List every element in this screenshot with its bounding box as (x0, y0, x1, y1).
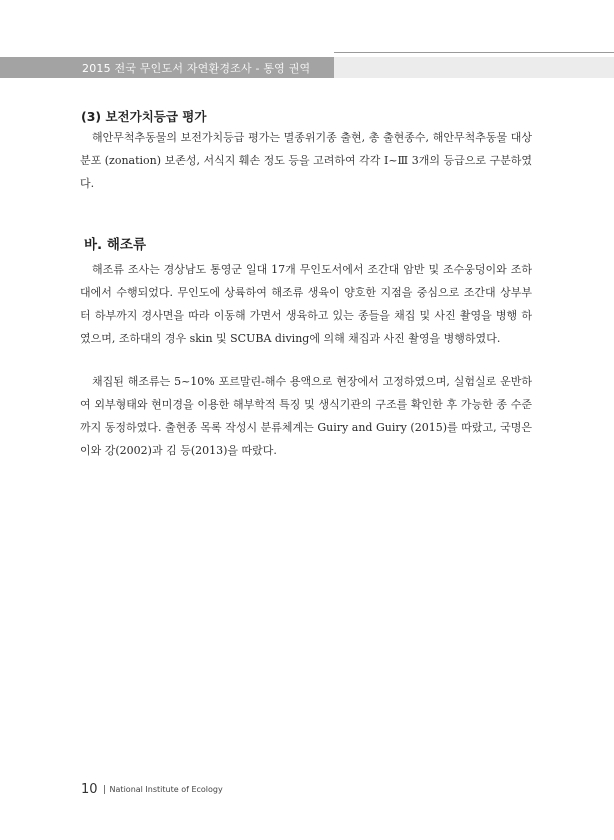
footer-separator (104, 785, 105, 794)
body-paragraph-1: 해조류 조사는 경상남도 통영군 일대 17개 무인도서에서 조간대 암반 및 조수웅덩이와 조하대에서 수행되었다. 무인도에 상륙하여 해조류 생육이 양호한 지점을 중심으로 조간대 상부부터 하부까지 경사면을 따라 이동해 가면서 생육하고 있는 종들을 채집 및 사진 촬영을 병행 하였으며, 조하대의 경우 skin 및 SCUBA diving에 의해 채집과 사진 촬영을 병행하였다. (80, 263, 532, 345)
section-heading: 바. 해조류 (84, 237, 146, 253)
subsection-paragraph: 해안무척추동물의 보전가치등급 평가는 멸종위기종 출현, 총 출현종수, 해안무척추동물 대상분포 (zonation) 보존성, 서식지 훼손 정도 등을 고려하여 각각 Ⅰ~Ⅲ 3개의 등급으로 구분하였다. (80, 131, 532, 190)
running-header (0, 52, 614, 78)
page-number: 10 (81, 782, 98, 797)
header-rule (334, 52, 614, 53)
footer-institute: National Institute of Ecology (109, 785, 223, 794)
body-paragraph-2: 채집된 해조류는 5~10% 포르말린-해수 용액으로 현장에서 고정하였으며, 실험실로 운반하여 외부형태와 현미경을 이용한 해부학적 특징 및 생식기관의 구조를 확인한 후 가능한 종 수준까지 동정하였다. 출현종 목록 작성시 분류체계는 Guiry and Guiry (2015)를 따랐고, 국명은 이와 강(2002)과 김 등(2013)을 따랐다. (80, 375, 532, 457)
page-footer (81, 778, 223, 797)
subsection-heading: (3) 보전가치등급 평가 (81, 109, 207, 124)
header-title: 2015 전국 무인도서 자연환경조사 - 통영 권역 (82, 62, 311, 75)
